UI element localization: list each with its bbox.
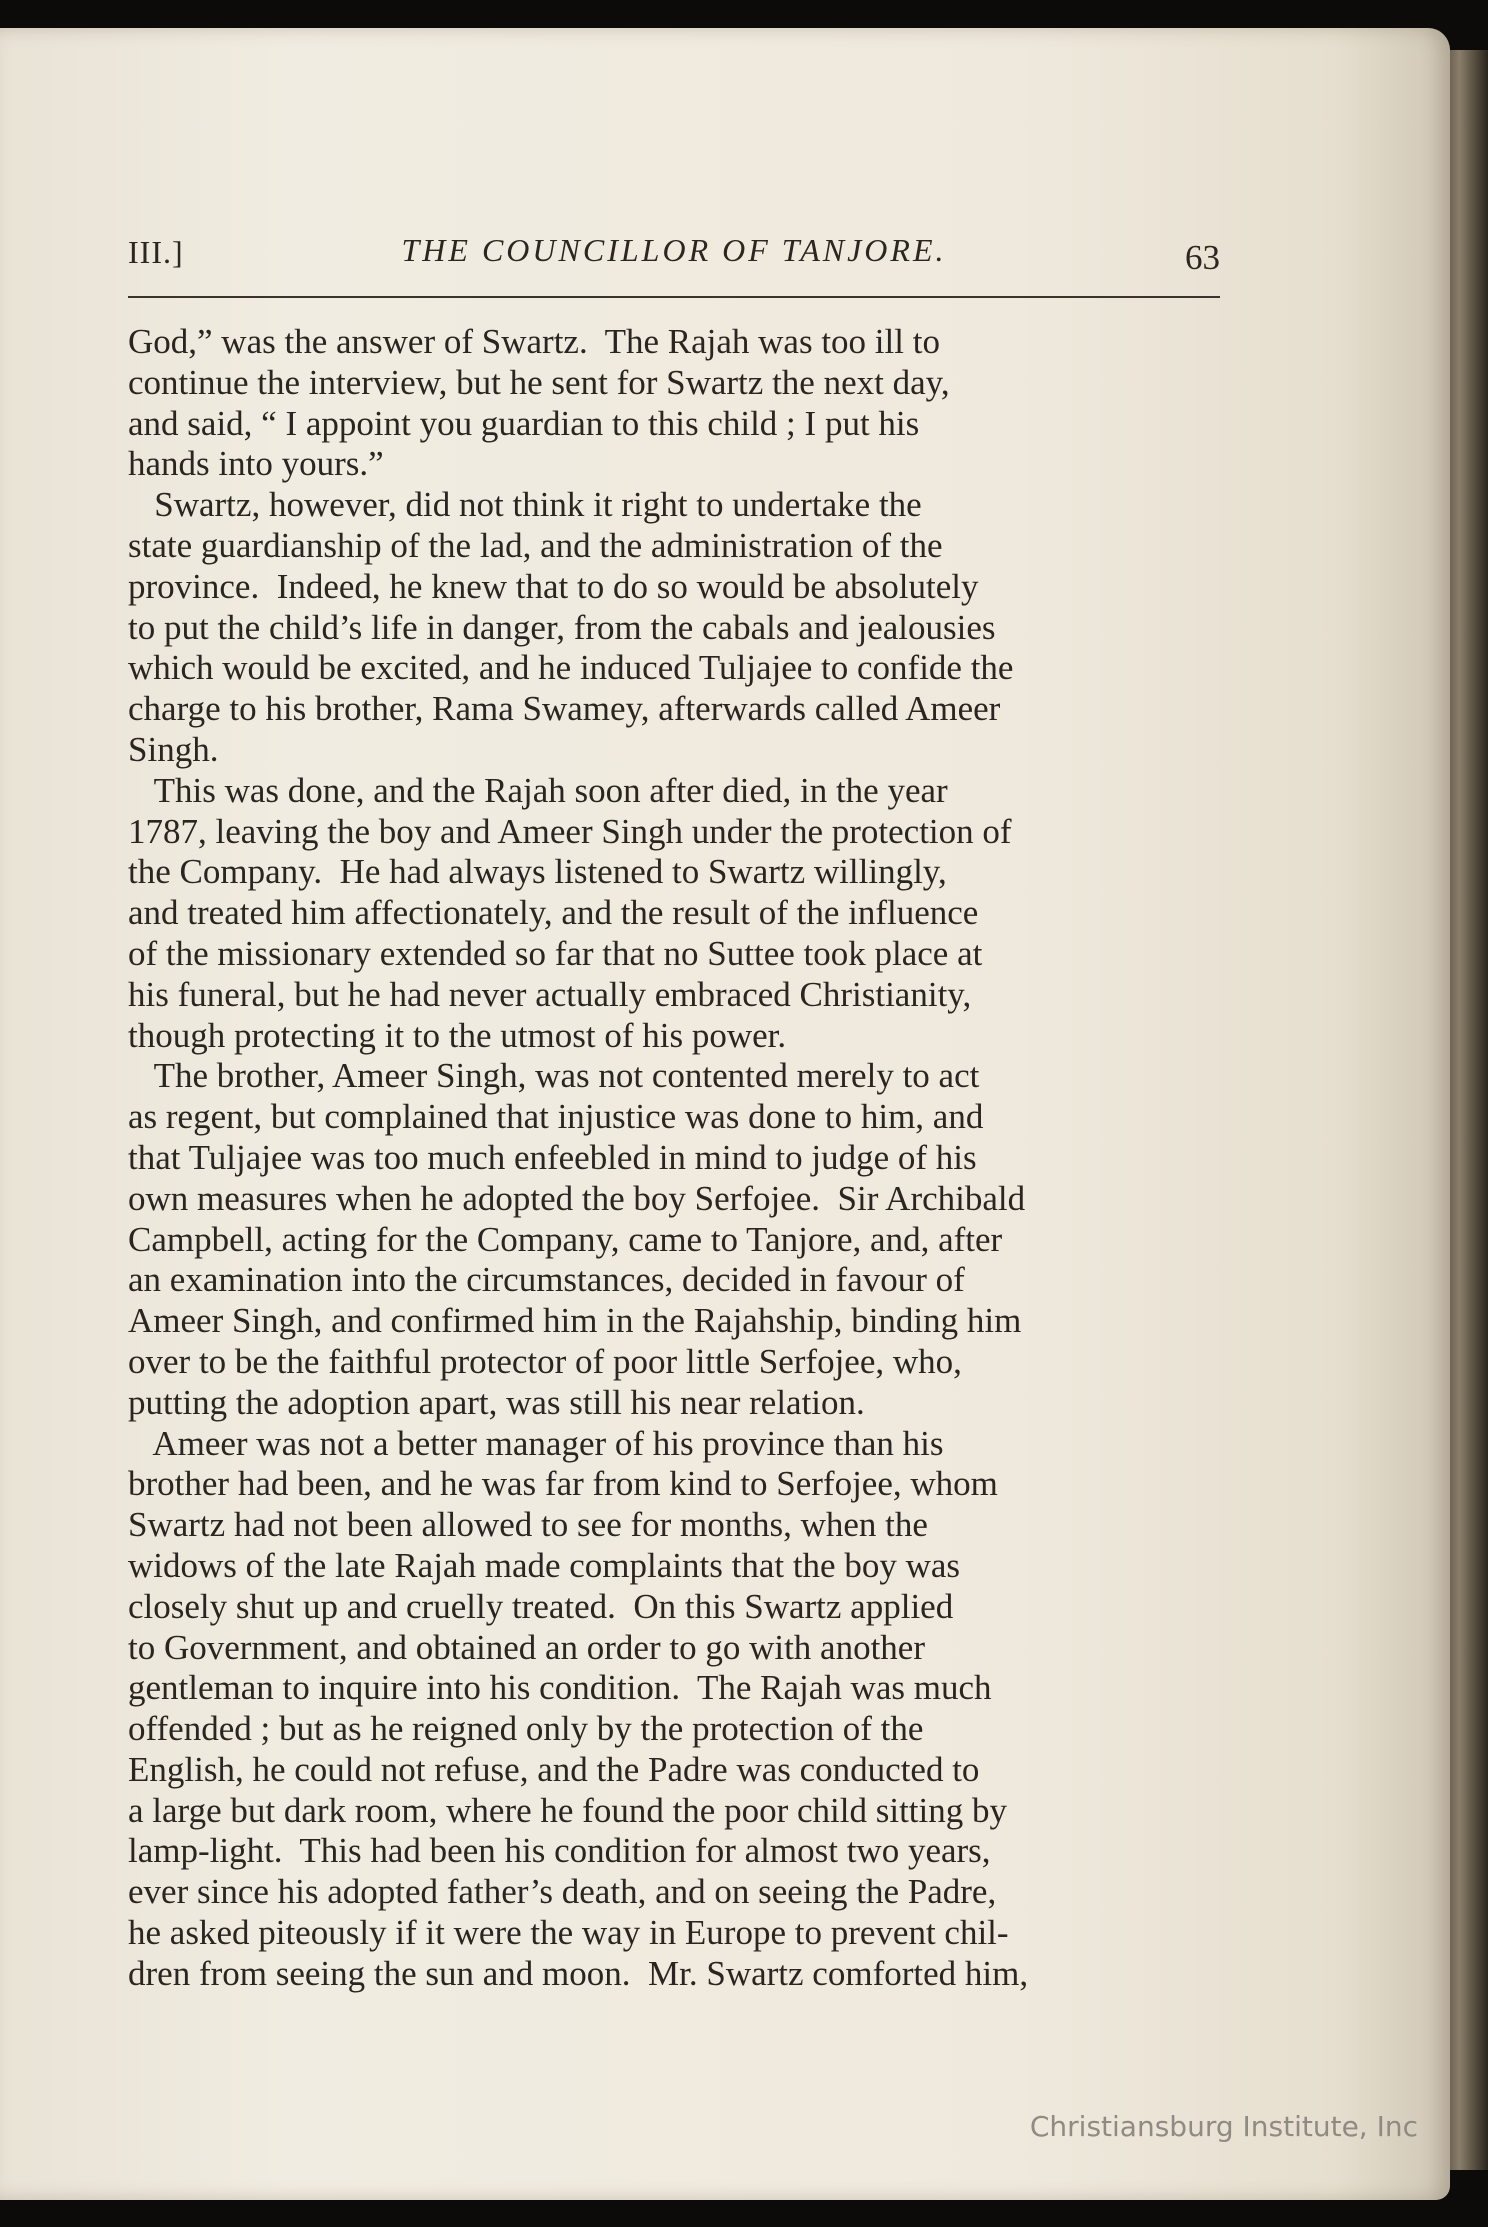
text-line: to put the child’s life in danger, from the cabals and jealousies bbox=[128, 607, 996, 647]
text-line: Ameer was not a better manager of his province than his bbox=[128, 1423, 944, 1463]
running-head bbox=[128, 230, 1220, 282]
text-line: to Government, and obtained an order to go with another bbox=[128, 1627, 926, 1667]
text-line: province. Indeed, he knew that to do so would be absolutely bbox=[128, 566, 979, 606]
watermark: Christiansburg Institute, Inc bbox=[1029, 2110, 1418, 2143]
text-line: and said, “ I appoint you guardian to this child ; I put his bbox=[128, 403, 920, 443]
text-line: and treated him affectionately, and the result of the influence bbox=[128, 893, 979, 933]
text-line: as regent, but complained that injustice was done to him, and bbox=[128, 1097, 984, 1137]
text-line: brother had been, and he was far from kind to Serfojee, whom bbox=[128, 1464, 998, 1504]
text-line: Campbell, acting for the Company, came to Tanjore, and, after bbox=[128, 1219, 1003, 1259]
text-line: a large but dark room, where he found the poor child sitting by bbox=[128, 1790, 1007, 1830]
text-line: his funeral, but he had never actually embraced Christianity, bbox=[128, 974, 972, 1014]
text-line: This was done, and the Rajah soon after died, in the year bbox=[128, 770, 948, 810]
text-line: he asked piteously if it were the way in Europe to prevent chil- bbox=[128, 1913, 1009, 1953]
text-line: Ameer Singh, and confirmed him in the Rajahship, binding him bbox=[128, 1301, 1022, 1341]
chapter-marker: III.] bbox=[128, 234, 184, 270]
text-line: God,” was the answer of Swartz. The Rajah was too ill to bbox=[128, 322, 940, 361]
text-line: widows of the late Rajah made complaints that the boy was bbox=[128, 1545, 961, 1585]
header-rule bbox=[128, 296, 1220, 298]
page-number: 63 bbox=[1185, 238, 1220, 277]
text-line: English, he could not refuse, and the Padre was conducted to bbox=[128, 1749, 980, 1789]
text-line: 1787, leaving the boy and Ameer Singh under the protection of bbox=[128, 811, 1012, 851]
text-line: an examination into the circumstances, decided in favour of bbox=[128, 1260, 965, 1300]
text-line: own measures when he adopted the boy Serfojee. Sir Archibald bbox=[128, 1178, 1026, 1218]
text-line: the Company. He had always listened to Swartz willingly, bbox=[128, 852, 947, 892]
text-line: continue the interview, but he sent for Swartz the next day, bbox=[128, 362, 950, 402]
text-line: The brother, Ameer Singh, was not contented merely to act bbox=[128, 1056, 980, 1096]
text-line: lamp-light. This had been his condition for almost two years, bbox=[128, 1831, 991, 1871]
text-line: that Tuljajee was too much enfeebled in mind to judge of his bbox=[128, 1137, 977, 1177]
text-line: dren from seeing the sun and moon. Mr. Swartz comforted him, bbox=[128, 1953, 1029, 1993]
text-line: of the missionary extended so far that no Suttee took place at bbox=[128, 933, 983, 973]
text-line: Singh. bbox=[128, 729, 219, 769]
text-line: over to be the faithful protector of poor little Serfojee, who, bbox=[128, 1341, 962, 1381]
book-page bbox=[0, 28, 1450, 2200]
text-line: offended ; but as he reigned only by the protection of the bbox=[128, 1709, 924, 1749]
text-line: ever since his adopted father’s death, and on seeing the Padre, bbox=[128, 1872, 997, 1912]
text-line: state guardianship of the lad, and the administration of the bbox=[128, 525, 943, 565]
text-line: putting the adoption apart, was still his near relation. bbox=[128, 1382, 865, 1422]
body-text bbox=[128, 322, 1228, 1995]
text-line: Swartz, however, did not think it right to undertake the bbox=[128, 485, 922, 525]
text-line: Swartz had not been allowed to see for months, when the bbox=[128, 1505, 928, 1545]
text-line: charge to his brother, Rama Swamey, afterwards called Ameer bbox=[128, 689, 1001, 729]
text-line: hands into yours.” bbox=[128, 444, 384, 484]
text-line: gentleman to inquire into his condition. The Rajah was much bbox=[128, 1668, 992, 1708]
running-title: THE COUNCILLOR OF TANJORE. bbox=[401, 232, 947, 268]
text-line: which would be excited, and he induced Tuljajee to confide the bbox=[128, 648, 1014, 688]
text-line: though protecting it to the utmost of his power. bbox=[128, 1015, 787, 1055]
text-line: closely shut up and cruelly treated. On this Swartz applied bbox=[128, 1586, 954, 1626]
